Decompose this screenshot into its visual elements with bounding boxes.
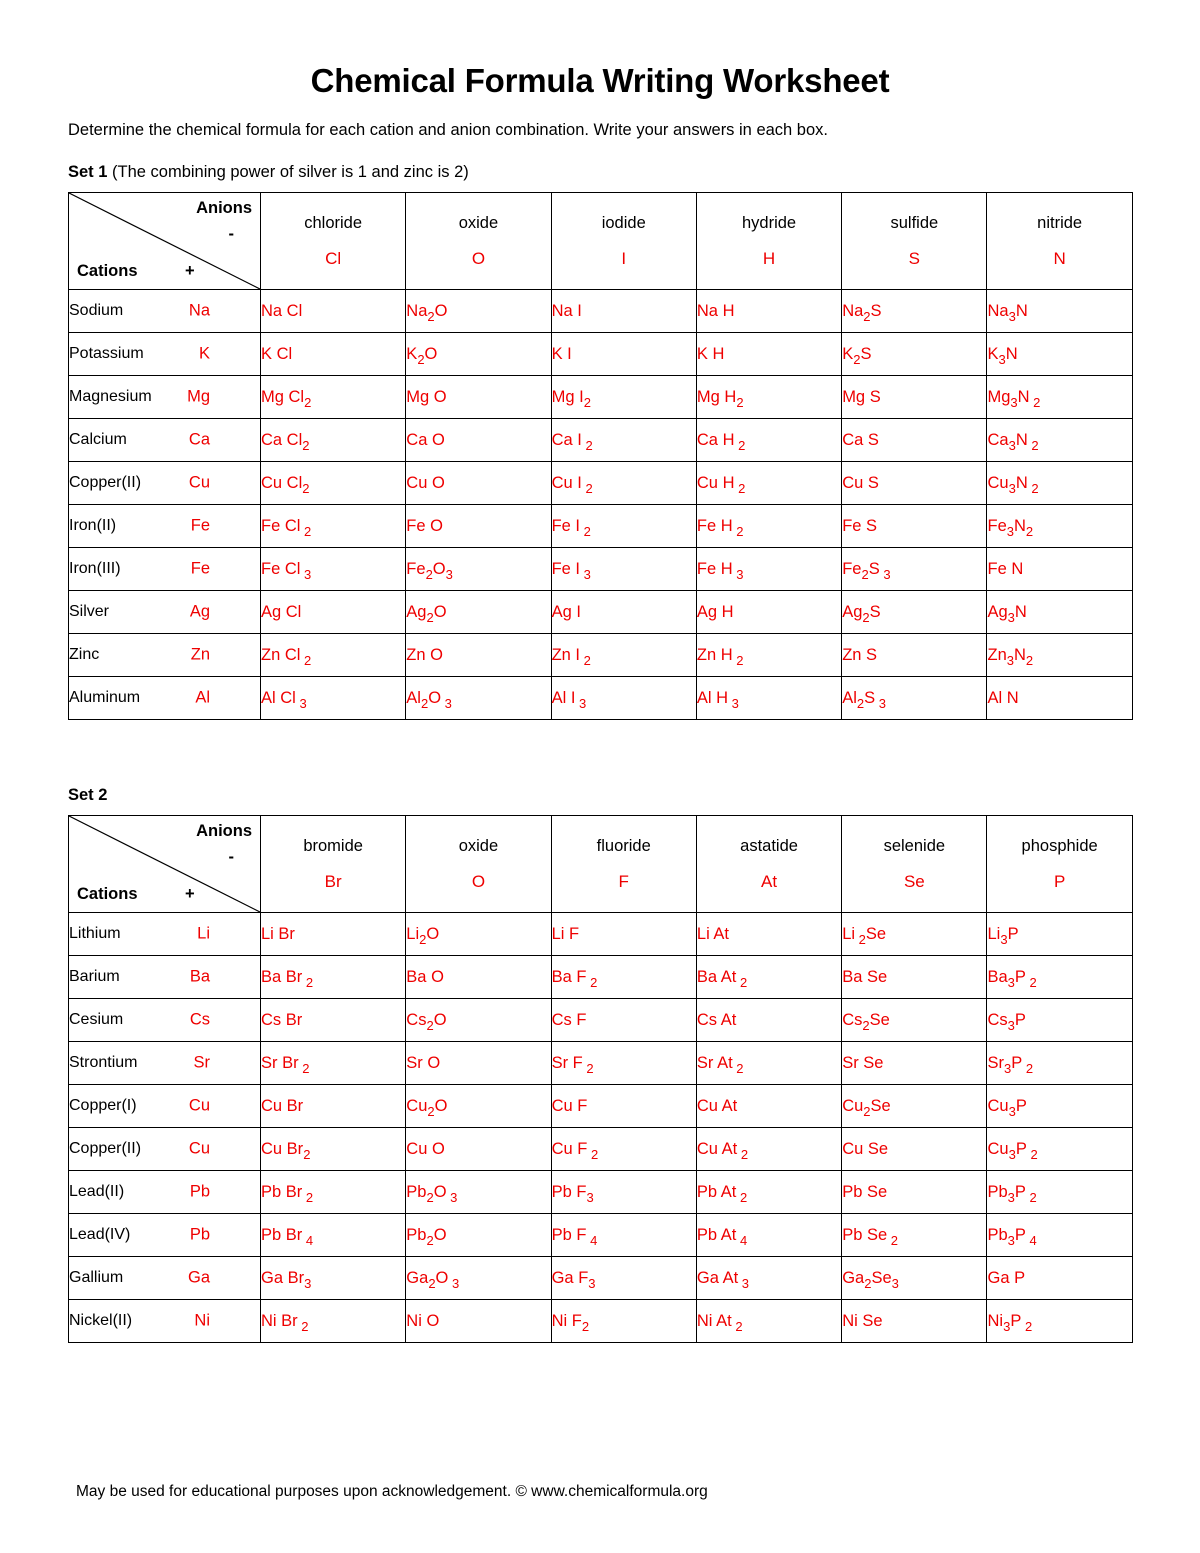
anion-column-header	[696, 193, 841, 290]
formula-answer-cell[interactable]: Sr F $_2$	[551, 1042, 696, 1085]
formula-answer-cell[interactable]: Cu $Cl_2$	[261, 462, 406, 505]
cation-symbol: Cu	[188, 473, 210, 492]
cation-header-cell	[69, 548, 261, 591]
table-row	[69, 999, 1133, 1042]
formula-answer-cell[interactable]: Ca S	[842, 419, 987, 462]
table-header-row	[69, 193, 1133, 290]
formula-answer-cell[interactable]: Fe N	[987, 548, 1132, 591]
formula-answer-cell[interactable]: Sr Br $_2$	[261, 1042, 406, 1085]
formula-answer-cell[interactable]: Fe Cl $_2$	[261, 505, 406, 548]
formula-answer-cell[interactable]: Ni $F_2$	[551, 1300, 696, 1343]
section-spacer	[68, 720, 1132, 786]
anion-symbol: Cl	[325, 248, 342, 268]
formula-answer-cell[interactable]: Li At	[696, 913, 841, 956]
cation-name: Silver	[69, 603, 110, 621]
cation-header-cell	[69, 1042, 261, 1085]
formula-answer-cell[interactable]: Sr O	[406, 1042, 551, 1085]
header-corner-cell	[69, 816, 261, 913]
formula-answer-cell[interactable]: Cu S	[842, 462, 987, 505]
formula-answer-cell[interactable]: Cs F	[551, 999, 696, 1042]
formula-answer-cell[interactable]: Ga $Br_3$	[261, 1257, 406, 1300]
formula-answer-cell[interactable]: $Mg_3N$ $_2$	[987, 376, 1132, 419]
cation-name: Lithium	[69, 925, 121, 943]
cation-symbol: Sr	[193, 1053, 210, 1072]
formula-answer-cell[interactable]: $Cu_3N$ $_2$	[987, 462, 1132, 505]
cation-name: Zinc	[69, 646, 100, 664]
anion-symbol: Br	[324, 871, 342, 891]
cation-name: Lead(IV)	[69, 1226, 131, 1244]
formula-answer-cell[interactable]: Ba F $_2$	[551, 956, 696, 999]
formula-answer-cell[interactable]: Pb At $_2$	[696, 1171, 841, 1214]
formula-answer-cell[interactable]: Cs At	[696, 999, 841, 1042]
formula-answer-cell[interactable]: Fe H $_3$	[696, 548, 841, 591]
formula-answer-cell[interactable]: Na Cl	[261, 290, 406, 333]
formula-answer-cell[interactable]: $Zn_3N_2$	[987, 634, 1132, 677]
table-row	[69, 1128, 1133, 1171]
table-row	[69, 419, 1133, 462]
anion-name: chloride	[304, 213, 363, 232]
table-row	[69, 956, 1133, 999]
anion-symbol: O	[471, 871, 486, 891]
table-row	[69, 634, 1133, 677]
cation-header-cell	[69, 333, 261, 376]
formula-answer-cell[interactable]: $Al_2S$ $_3$	[842, 677, 987, 720]
formula-answer-cell[interactable]: Pb $F_3$	[551, 1171, 696, 1214]
formula-answer-cell[interactable]: Ca H $_2$	[696, 419, 841, 462]
formula-answer-cell[interactable]: Fe Cl $_3$	[261, 548, 406, 591]
formula-answer-cell[interactable]: Ca I $_2$	[551, 419, 696, 462]
anion-column-header	[551, 193, 696, 290]
cation-symbol: Cu	[188, 1096, 210, 1115]
anion-symbol: S	[908, 248, 920, 268]
formula-answer-cell[interactable]: Ba Br $_2$	[261, 956, 406, 999]
formula-answer-cell[interactable]: Zn S	[842, 634, 987, 677]
set1-table	[68, 192, 1133, 720]
cation-name: Iron(III)	[69, 560, 121, 578]
table-row	[69, 913, 1133, 956]
formula-answer-cell[interactable]: $K_3N$	[987, 333, 1132, 376]
formula-answer-cell[interactable]: Cu O	[406, 462, 551, 505]
cation-header-cell	[69, 1214, 261, 1257]
formula-answer-cell[interactable]: Cs Br	[261, 999, 406, 1042]
table-row	[69, 1042, 1133, 1085]
footer-text: May be used for educational purposes upon acknowledgement. © www.chemicalformula.org	[76, 1483, 708, 1500]
cation-header-cell	[69, 1300, 261, 1343]
table-row	[69, 1300, 1133, 1343]
formula-answer-cell[interactable]: $Pb_3P$ $_2$	[987, 1171, 1132, 1214]
cation-symbol: Ca	[188, 430, 210, 449]
instructions-text: Determine the chemical formula for each cation and anion combination. Write your answers in each box.	[68, 121, 828, 139]
formula-answer-cell[interactable]: Fe H $_2$	[696, 505, 841, 548]
cation-name: Gallium	[69, 1269, 124, 1287]
table-header-row	[69, 816, 1133, 913]
formula-answer-cell[interactable]: K I	[551, 333, 696, 376]
formula-answer-cell[interactable]: Fe I $_3$	[551, 548, 696, 591]
cation-name: Aluminum	[69, 689, 141, 707]
formula-answer-cell[interactable]: Sr Se	[842, 1042, 987, 1085]
formula-answer-cell[interactable]: Li $_2$Se	[842, 913, 987, 956]
cation-header-cell	[69, 677, 261, 720]
cations-label: Cations	[77, 885, 138, 904]
cation-header-cell	[69, 999, 261, 1042]
formula-answer-cell[interactable]: Pb F $_4$	[551, 1214, 696, 1257]
formula-answer-cell[interactable]: Ca O	[406, 419, 551, 462]
table-row	[69, 333, 1133, 376]
formula-answer-cell[interactable]: Zn H $_2$	[696, 634, 841, 677]
formula-answer-cell[interactable]: Na I	[551, 290, 696, 333]
cation-header-cell	[69, 956, 261, 999]
formula-answer-cell[interactable]: $Ca_3N$ $_2$	[987, 419, 1132, 462]
set2-heading	[68, 786, 1132, 805]
cation-name: Potassium	[69, 345, 144, 363]
formula-answer-cell[interactable]: Cu I $_2$	[551, 462, 696, 505]
table-row	[69, 677, 1133, 720]
formula-answer-cell[interactable]: $Cs_2Se$	[842, 999, 987, 1042]
table-row	[69, 1171, 1133, 1214]
formula-answer-cell[interactable]: $Ag_2O$	[406, 591, 551, 634]
cation-header-cell	[69, 1085, 261, 1128]
anion-symbol: At	[761, 871, 778, 891]
formula-answer-cell[interactable]: Ag I	[551, 591, 696, 634]
formula-answer-cell[interactable]: Mg $I_2$	[551, 376, 696, 419]
anion-symbol: F	[618, 871, 629, 891]
formula-answer-cell[interactable]: Pb Br $_4$	[261, 1214, 406, 1257]
formula-answer-cell[interactable]: Al Cl $_3$	[261, 677, 406, 720]
cation-name: Lead(II)	[69, 1183, 125, 1201]
formula-answer-cell[interactable]: Ag H	[696, 591, 841, 634]
formula-answer-cell[interactable]: Li F	[551, 913, 696, 956]
set1-heading	[68, 163, 1132, 182]
table-row	[69, 548, 1133, 591]
cation-header-cell	[69, 634, 261, 677]
formula-answer-cell[interactable]: $Ag_2S$	[842, 591, 987, 634]
anion-name: oxide	[458, 213, 499, 232]
formula-answer-cell[interactable]: $Fe_3N_2$	[987, 505, 1132, 548]
formula-answer-cell[interactable]: Ga P	[987, 1257, 1132, 1300]
anion-sign-label: -	[228, 848, 234, 867]
cations-label: Cations	[77, 262, 138, 281]
formula-answer-cell[interactable]: Zn Cl $_2$	[261, 634, 406, 677]
formula-answer-cell[interactable]: Al H $_3$	[696, 677, 841, 720]
formula-answer-cell[interactable]: $K_2O$	[406, 333, 551, 376]
formula-answer-cell[interactable]: Fe S	[842, 505, 987, 548]
formula-answer-cell[interactable]: Ca $Cl_2$	[261, 419, 406, 462]
set2-table	[68, 815, 1133, 1343]
formula-answer-cell[interactable]: $Cu_2Se$	[842, 1085, 987, 1128]
formula-answer-cell[interactable]: Ga $F_3$	[551, 1257, 696, 1300]
cation-name: Calcium	[69, 431, 127, 449]
formula-answer-cell[interactable]: $Fe_2S$ $_3$	[842, 548, 987, 591]
cation-symbol: Fe	[190, 559, 210, 578]
table-row	[69, 1214, 1133, 1257]
anion-column-header	[261, 816, 406, 913]
formula-answer-cell[interactable]: Al I $_3$	[551, 677, 696, 720]
formula-answer-cell[interactable]: $Na_3N$	[987, 290, 1132, 333]
formula-answer-cell[interactable]: Cu Se	[842, 1128, 987, 1171]
formula-answer-cell[interactable]: $Na_2S$	[842, 290, 987, 333]
formula-answer-cell[interactable]: Ni Se	[842, 1300, 987, 1343]
cation-symbol: Ni	[194, 1311, 210, 1330]
cation-header-cell	[69, 376, 261, 419]
cation-header-cell	[69, 419, 261, 462]
formula-answer-cell[interactable]: $Cs_3P$	[987, 999, 1132, 1042]
anion-name: selenide	[883, 836, 946, 855]
formula-answer-cell[interactable]: $Sr_3P$ $_2$	[987, 1042, 1132, 1085]
anion-column-header	[987, 193, 1132, 290]
anion-symbol: Se	[903, 871, 925, 891]
formula-answer-cell[interactable]: $Pb_2O$	[406, 1214, 551, 1257]
cation-symbol: Li	[197, 924, 210, 943]
cation-name: Copper(II)	[69, 1140, 142, 1158]
formula-answer-cell[interactable]: $Ba_3P$ $_2$	[987, 956, 1132, 999]
set2-heading-bold: Set 2	[68, 786, 108, 805]
cation-symbol: Mg	[187, 387, 210, 406]
page-title: Chemical Formula Writing Worksheet	[310, 62, 890, 99]
formula-answer-cell[interactable]: $Li_3P$	[987, 913, 1132, 956]
anions-label: Anions	[196, 822, 252, 841]
cation-header-cell	[69, 505, 261, 548]
formula-answer-cell[interactable]: Sr At $_2$	[696, 1042, 841, 1085]
formula-answer-cell[interactable]: Mg O	[406, 376, 551, 419]
anions-label: Anions	[196, 199, 252, 218]
anion-column-header	[696, 816, 841, 913]
cation-symbol: Na	[188, 301, 210, 320]
cation-symbol: Fe	[190, 516, 210, 535]
formula-answer-cell[interactable]: Pb At $_4$	[696, 1214, 841, 1257]
formula-answer-cell[interactable]: Ba O	[406, 956, 551, 999]
cation-sign-label: +	[185, 262, 195, 281]
cation-symbol: K	[198, 344, 210, 363]
formula-answer-cell[interactable]: $Cu_2O$	[406, 1085, 551, 1128]
cation-symbol: Ag	[189, 602, 210, 621]
formula-answer-cell[interactable]: Cu O	[406, 1128, 551, 1171]
cation-symbol: Ba	[189, 967, 210, 986]
formula-answer-cell[interactable]: Cu F $_2$	[551, 1128, 696, 1171]
formula-answer-cell[interactable]: Ni Br $_2$	[261, 1300, 406, 1343]
formula-answer-cell[interactable]: Fe O	[406, 505, 551, 548]
cation-name: Nickel(II)	[69, 1312, 133, 1330]
cation-name: Iron(II)	[69, 517, 117, 535]
set1-heading-rest: (The combining power of silver is 1 and zinc is 2)	[107, 163, 469, 182]
anion-sign-label: -	[228, 225, 234, 244]
formula-answer-cell[interactable]: $Na_2O$	[406, 290, 551, 333]
anion-name: phosphide	[1021, 836, 1098, 855]
header-corner-cell	[69, 193, 261, 290]
table-row	[69, 1085, 1133, 1128]
cation-name: Cesium	[69, 1011, 124, 1029]
formula-answer-cell[interactable]: Pb Se $_2$	[842, 1214, 987, 1257]
formula-answer-cell[interactable]: $Li_2O$	[406, 913, 551, 956]
formula-answer-cell[interactable]: Cu At	[696, 1085, 841, 1128]
anion-column-header	[261, 193, 406, 290]
formula-answer-cell[interactable]: $Pb_2O$ $_3$	[406, 1171, 551, 1214]
anion-symbol: O	[471, 248, 486, 268]
formula-answer-cell[interactable]: Cu F	[551, 1085, 696, 1128]
table-row	[69, 505, 1133, 548]
cation-name: Copper(II)	[69, 474, 142, 492]
formula-answer-cell[interactable]: Al N	[987, 677, 1132, 720]
anion-symbol: I	[621, 248, 627, 268]
formula-answer-cell[interactable]: Mg S	[842, 376, 987, 419]
formula-answer-cell[interactable]: Ba At $_2$	[696, 956, 841, 999]
anion-name: nitride	[1037, 213, 1083, 232]
anion-name: astatide	[740, 836, 798, 855]
table-row	[69, 1257, 1133, 1300]
table-row	[69, 290, 1133, 333]
anion-symbol: P	[1053, 871, 1066, 891]
formula-answer-cell[interactable]: Pb Se	[842, 1171, 987, 1214]
cation-header-cell	[69, 1128, 261, 1171]
cation-symbol: Pb	[189, 1182, 210, 1201]
anion-name: hydride	[741, 213, 797, 232]
cation-symbol: Cs	[189, 1010, 210, 1029]
anion-name: iodide	[601, 213, 646, 232]
cation-symbol: Cu	[188, 1139, 210, 1158]
formula-answer-cell[interactable]: $Cu_3P$ $_2$	[987, 1128, 1132, 1171]
formula-answer-cell[interactable]: Pb Br $_2$	[261, 1171, 406, 1214]
cation-sign-label: +	[185, 885, 195, 904]
cation-header-cell	[69, 913, 261, 956]
cation-name: Magnesium	[69, 388, 152, 406]
formula-answer-cell[interactable]: Na H	[696, 290, 841, 333]
cation-header-cell	[69, 1171, 261, 1214]
formula-answer-cell[interactable]: Ga At $_3$	[696, 1257, 841, 1300]
anion-name: bromide	[303, 836, 363, 855]
formula-answer-cell[interactable]: $Pb_3P$ $_4$	[987, 1214, 1132, 1257]
formula-answer-cell[interactable]: Zn I $_2$	[551, 634, 696, 677]
formula-answer-cell[interactable]: Ag Cl	[261, 591, 406, 634]
anion-name: sulfide	[890, 213, 939, 232]
formula-answer-cell[interactable]: Mg $Cl_2$	[261, 376, 406, 419]
cation-name: Strontium	[69, 1054, 138, 1072]
table-row	[69, 376, 1133, 419]
anion-symbol: N	[1053, 248, 1066, 268]
anion-column-header	[842, 193, 987, 290]
anion-name: fluoride	[596, 836, 651, 855]
formula-answer-cell[interactable]: $Ga_2Se_3$	[842, 1257, 987, 1300]
formula-answer-cell[interactable]: $Cs_2O$	[406, 999, 551, 1042]
anion-column-header	[987, 816, 1132, 913]
formula-answer-cell[interactable]: Ni At $_2$	[696, 1300, 841, 1343]
cation-symbol: Al	[195, 688, 210, 707]
cation-name: Copper(I)	[69, 1097, 137, 1115]
formula-answer-cell[interactable]: Cu Br	[261, 1085, 406, 1128]
cation-header-cell	[69, 290, 261, 333]
cation-name: Sodium	[69, 302, 124, 320]
formula-answer-cell[interactable]: Cu H $_2$	[696, 462, 841, 505]
anion-name: oxide	[458, 836, 499, 855]
cation-header-cell	[69, 1257, 261, 1300]
formula-answer-cell[interactable]: $Ag_3N$	[987, 591, 1132, 634]
anion-symbol: H	[762, 248, 776, 268]
anion-column-header	[406, 816, 551, 913]
cation-symbol: Ga	[187, 1268, 210, 1287]
anion-column-header	[406, 193, 551, 290]
cation-symbol: Zn	[190, 645, 210, 664]
formula-answer-cell[interactable]: $Fe_2O_3$	[406, 548, 551, 591]
table-row	[69, 462, 1133, 505]
formula-answer-cell[interactable]: $Cu_3P$	[987, 1085, 1132, 1128]
table-row	[69, 591, 1133, 634]
anion-column-header	[842, 816, 987, 913]
cation-name: Barium	[69, 968, 120, 986]
formula-answer-cell[interactable]: Fe I $_2$	[551, 505, 696, 548]
anion-column-header	[551, 816, 696, 913]
cation-header-cell	[69, 591, 261, 634]
formula-answer-cell[interactable]: Zn O	[406, 634, 551, 677]
formula-answer-cell[interactable]: $Al_2O$ $_3$	[406, 677, 551, 720]
set1-heading-bold: Set 1	[68, 163, 108, 182]
formula-answer-cell[interactable]: $Ga_2O$ $_3$	[406, 1257, 551, 1300]
formula-answer-cell[interactable]: Cu At $_2$	[696, 1128, 841, 1171]
formula-answer-cell[interactable]: Li Br	[261, 913, 406, 956]
cation-symbol: Pb	[189, 1225, 210, 1244]
formula-answer-cell[interactable]: Ba Se	[842, 956, 987, 999]
formula-answer-cell[interactable]: K H	[696, 333, 841, 376]
formula-answer-cell[interactable]: $Ni_3P$ $_2$	[987, 1300, 1132, 1343]
formula-answer-cell[interactable]: Ni O	[406, 1300, 551, 1343]
formula-answer-cell[interactable]: K Cl	[261, 333, 406, 376]
formula-answer-cell[interactable]: Cu $Br_2$	[261, 1128, 406, 1171]
cation-header-cell	[69, 462, 261, 505]
formula-answer-cell[interactable]: Mg $H_2$	[696, 376, 841, 419]
formula-answer-cell[interactable]: $K_2S$	[842, 333, 987, 376]
